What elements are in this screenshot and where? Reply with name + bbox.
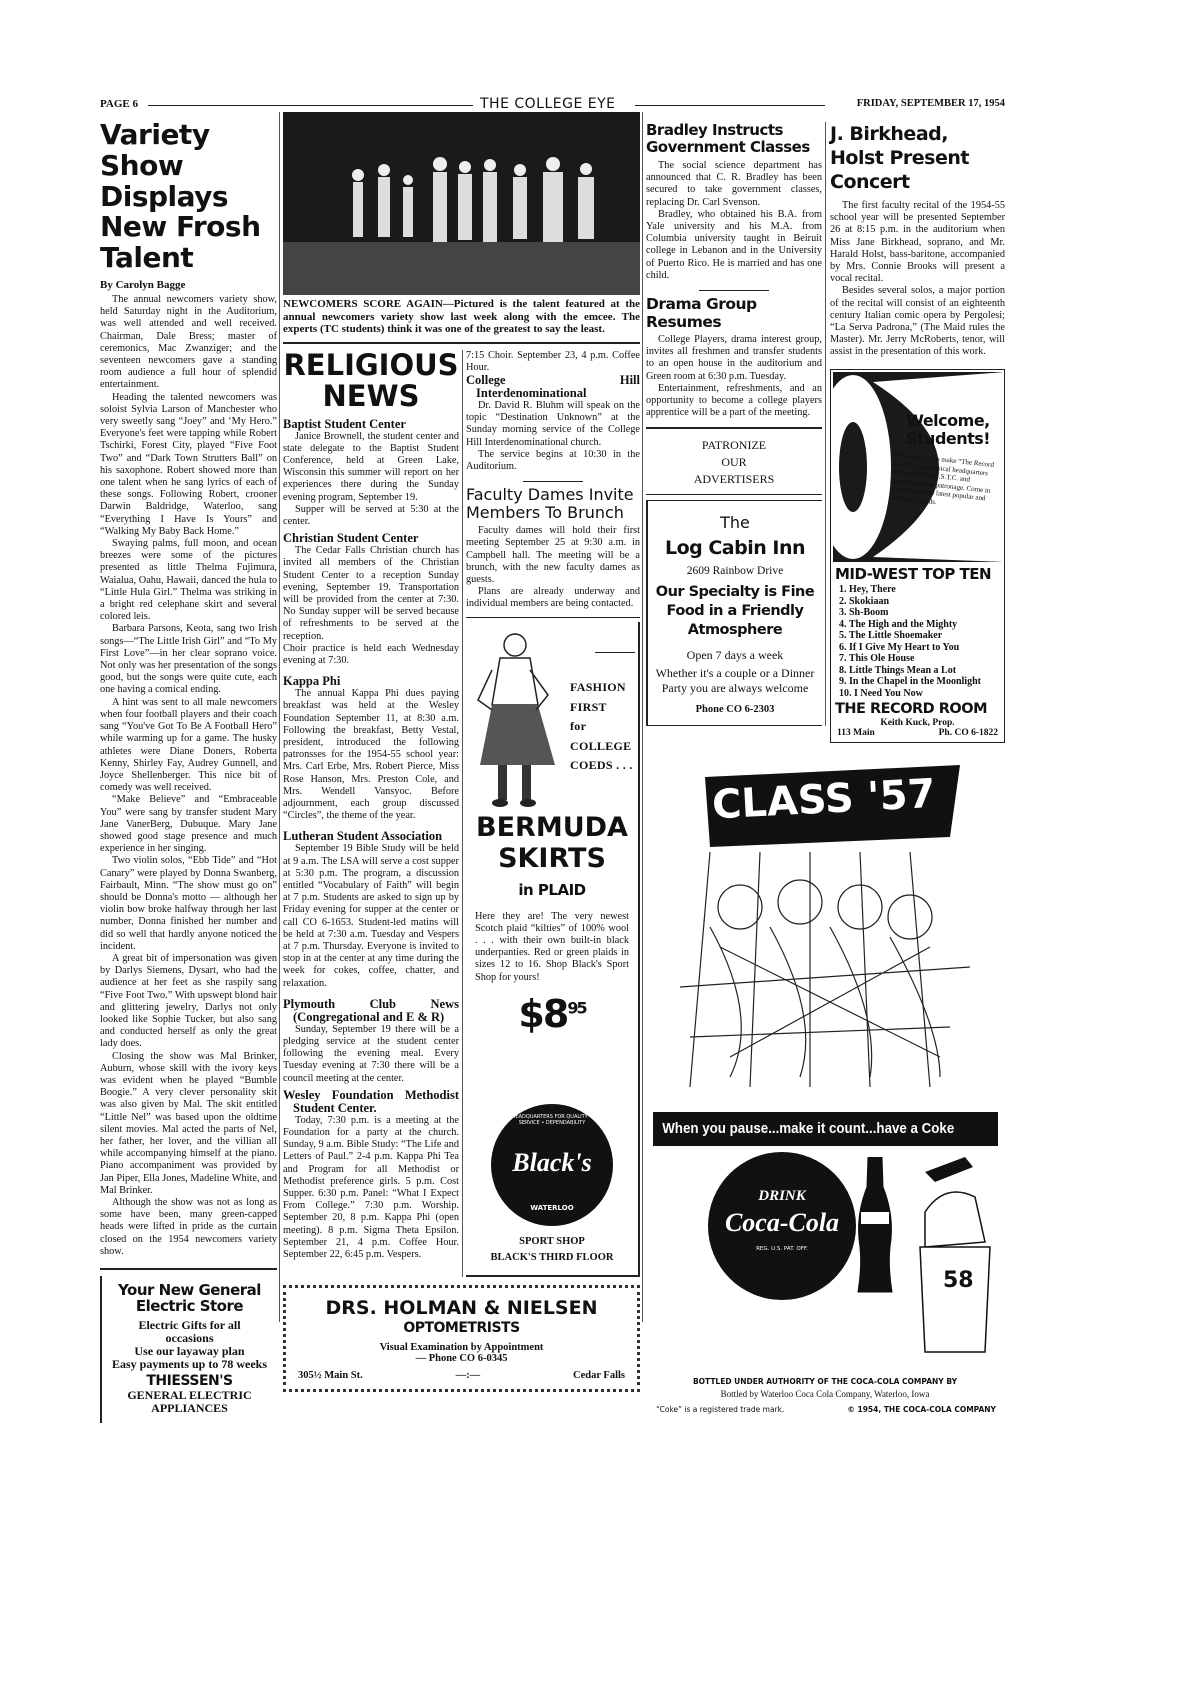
paragraph: Janice Brownell, the student center and state delegate to the Baptist Student Conference, held at Green Lake, Wisconsin this summer will report on her experiences there during the Sunday evening program, September 19. (283, 430, 459, 503)
top-ten-item: 1. Hey, There (839, 584, 896, 596)
paragraph: Although the show was not as long as some have been, many green-capped heads were lifted in pride as the curtain closed on the 1954 newcomers variety show. (100, 1197, 277, 1257)
logcabin-open: Open 7 days a week (686, 648, 784, 663)
logo-ring-text: HEADQUARTERS FOR QUALITY • SERVICE • DEPENDABILITY (511, 1114, 593, 1127)
paragraph: Heading the talented newcomers was soloist Sylvia Larson of Manchester who very sweetly sang “Joey” and ‘My Hero.” Everyone's feet were tapping while Robert Tschirki, Forest City, played “Five Foot Two” and “Dark Town Strutters Ball” on his saxophone. Robert showed more than one talent when he sang lyrics of each of these songs. Following Robert, crooner Darwin Baldridge, Waterloo, sang “Everything I Have Is Yours” and “Walking My Baby Back Home.” (100, 391, 277, 537)
record-welcome: Welcome, Students! (905, 410, 991, 448)
coke-reg: REG. U.S. PAT. OFF. (756, 1246, 808, 1253)
paragraph: September 19 Bible Study will be held at 9 a.m. The LSA will serve a cost supper at 5:30 p.m. The program, a discussion entitled “Vocabulary of Faith” will begin at 7 p.m. Students are asked to sign up by Friday evening for supper at the center or call CO 6-1653. Student-led matins will be held at 7:30 a.m. Tuesday and Vespers at 7 p.m. Thursday. Everyone is invited to stop in at the center at any time during the week for cokes, coffee, chatter, and relaxation. (283, 843, 459, 989)
holman-address: 305½ Main St. (298, 1370, 363, 1382)
coke-slogan: When you pause...make it count...have a Coke (662, 1121, 955, 1138)
ge-line: Electric Gifts for all occasions (138, 1317, 241, 1345)
top-ten-item: 9. In the Chapel in the Moonlight (839, 676, 981, 688)
third-floor: BLACK'S THIRD FLOOR (490, 1252, 614, 1264)
tagline-line: FASHION (570, 680, 626, 695)
rule (283, 342, 640, 344)
sport-shop: SPORT SHOP (519, 1236, 585, 1248)
ge-ad (100, 1276, 277, 1423)
coke-ad (646, 757, 1001, 1422)
price (518, 991, 586, 1036)
birkhead-article (830, 200, 1005, 359)
bradley-headline: Bradley Instructs Government Classes (646, 121, 810, 156)
coke-copyright: © 1954, THE COCA-COLA COMPANY (847, 1405, 996, 1415)
top-ten-item: 6. If I Give My Heart to You (839, 641, 960, 653)
paragraph: Faculty dames will hold their first meeting September 25 at 9:30 a.m. in Campbell hall. The meeting will be a brunch, with the new faculty dames as guests. (466, 525, 640, 585)
holman-sub: OPTOMETRISTS (403, 1319, 520, 1336)
birkhead-headline: J. Birkhead, Holst Present Concert (830, 123, 969, 193)
logcabin-name: Log Cabin Inn (664, 537, 806, 560)
column-rule (642, 112, 643, 1322)
ge-tag: GENERAL ELECTRIC APPLIANCES (127, 1387, 252, 1415)
bradley-article (646, 160, 822, 282)
top-ten-list (833, 584, 1002, 699)
paragraph: The Cedar Falls Christian church has invited all members of the Christian Student Center to a reception Sunday evening, September 19. Transportation will be provided from the center at 7:30. No Sunday supper will be served because of refreshments to be served at the reception. (283, 545, 459, 642)
patronize-line: ADVERTISERS (693, 471, 775, 486)
paragraph: Sunday, September 19 there will be a pledging service at the student center following the evening meal. Every Tuesday evening at 7:30 there will be a council meeting at the center. (283, 1023, 459, 1084)
section-title: Wesley Foundation Methodist Student Center. (283, 1087, 459, 1115)
bermuda-body: Here they are! The very newest Scotch plaid “kilties” of 100% wool . . . with their own built-in black underpanties. Red or green plaids in sizes 12 to 16. Shop Black's Sport Shop for yours! (475, 910, 629, 983)
paper-name: THE COLLEGE EYE (480, 96, 616, 112)
religious-columns (283, 347, 640, 1278)
masthead-rule (148, 105, 473, 106)
record-illustration (833, 372, 1002, 562)
rule (646, 494, 822, 496)
dames-article (466, 525, 640, 610)
paragraph: Plans are already underway and individual members are being contacted. (466, 586, 640, 610)
coke-slogan-banner (653, 1112, 998, 1146)
holman-phone: — Phone CO 6-0345 (415, 1353, 508, 1365)
fashion-ad (466, 622, 640, 1277)
ge-line: Easy payments up to 78 weeks (112, 1356, 268, 1371)
rule (523, 481, 583, 482)
section-title: Baptist Student Center (283, 416, 406, 431)
rule (466, 617, 640, 619)
paragraph: “Make Believe” and “Embraceable You” were sang by transfer student Mary Jane VanerBerg, Dubuque. Mary Jane showed good stage presence and much experience in her singing. (100, 794, 277, 855)
patronize-line: PATRONIZE (701, 437, 767, 452)
coke-authority: BOTTLED UNDER AUTHORITY OF THE COCA-COLA COMPANY BY (692, 1377, 958, 1387)
column-4 (826, 122, 1005, 743)
ge-line: Use our layaway plan (134, 1343, 245, 1358)
byline: By Carolyn Bagge (100, 278, 186, 291)
right-block (646, 122, 1005, 1422)
column-1 (100, 120, 277, 1423)
logo-city: WATERLOO (530, 1204, 574, 1213)
fashion-copy (466, 812, 638, 1036)
tagline-line: for (570, 719, 587, 734)
logcabin-welcome: Whether it's a couple or a Dinner Party you are always welcome (655, 666, 815, 696)
paragraph: The social science department has announced that C. R. Bradley has been secured to take government classes, replacing Dr. Carl Svenson. (646, 160, 822, 208)
masthead-rule (635, 105, 825, 106)
logcabin-the: The (720, 513, 750, 533)
tagline-line: FIRST (570, 699, 607, 714)
record-invite: We invite you to make “The Record Room” your musical headquarters while attending I.S.T.C. and appreciate your patronage. Come in and listen to the latest popular and classical records. (888, 450, 995, 506)
paragraph: A great bit of impersonation was given by Darlys Siemens, Dysart, who had the audience at her feet as she raspily sang “Five Foot Two.” With upswept blond hair and glittering jewelry, Darlys not only looked like Sophie Tucker, but also sang and conducted herself as only the great lady does. (100, 952, 277, 1050)
logcabin-specialty: Our Specialty is Fine Food in a Friendly Atmosphere (655, 584, 815, 639)
paragraph: Dr. David R. Bluhm will speak on the topic “Destination Unknown” at the Sunday morning service of the College Hill Interdenominational church. (466, 399, 640, 448)
holman-city: Cedar Falls (572, 1370, 625, 1382)
paragraph: 7:15 Choir. September 23, 4 p.m. Coffee Hour. (466, 349, 640, 373)
bermuda-sub: in PLAID (518, 881, 586, 900)
coke-footer (656, 1405, 996, 1414)
paragraph: Closing the show was Mal Brinker, Auburn, whose skill with the ivory keys was evident when he played “Bumble Boogie.” A very clever personality skit was also given by Mal. The skit entitled “Little Nel” was based upon the oldtime silent movies. Mal acted the parts of Nel, her father, her lover, and the villian all while accompanying himself at the piano. Piano accompaniment was provided by Jan Piper, Ella Jones, Madeline White, and Mal Brinker. (100, 1050, 277, 1196)
patronize-line: OUR (721, 454, 747, 469)
price-dollars: $8 (518, 991, 568, 1036)
drama-headline: Drama Group Resumes (646, 295, 757, 332)
top-ten-item: 8. Little Things Mean a Lot (839, 664, 957, 676)
section-title: College Hill Interdenominational (466, 372, 640, 400)
issue-date: FRIDAY, SEPTEMBER 17, 1954 (856, 98, 1005, 109)
fashion-tagline (570, 678, 633, 776)
paragraph: Choir practice is held each Wednesday evening at 7:30. (283, 642, 459, 666)
newcomers-photo (283, 112, 640, 295)
top-ten-item: 3. Sh-Boom (839, 607, 889, 619)
top-ten-item: 2. Skokiaan (839, 595, 890, 607)
paragraph: Entertainment, refreshments, and an opportunity to become a college players apprentice will be a part of the meeting. (646, 382, 822, 419)
religious-heading: RELIGIOUS NEWS (283, 347, 459, 413)
logo-text: Black's (512, 1148, 592, 1178)
rule (100, 1268, 277, 1270)
dames-headline: Faculty Dames Invite Members To Brunch (466, 485, 634, 523)
tagline-line: COEDS . . . (570, 758, 633, 773)
coke-bottler: Bottled by Waterloo Coca Cola Company, Waterloo, Iowa (720, 1389, 930, 1400)
class-57-banner: CLASS '57 (710, 770, 937, 829)
coke-brand: Coca-Cola (724, 1208, 840, 1238)
column-3 (646, 122, 826, 726)
holman-title: DRS. HOLMAN & NIELSEN (325, 1297, 598, 1320)
photo-illustration (283, 112, 640, 295)
logcabin-phone: Phone CO 6-2303 (695, 704, 775, 716)
section-title: Plymouth Club News (Congregational and E & R) (283, 996, 459, 1024)
coke-trademark: “Coke” is a registered trade mark. (656, 1405, 785, 1415)
drama-article (646, 334, 822, 419)
section-title: Christian Student Center (283, 531, 419, 546)
jersey-number: 58 (943, 1268, 974, 1294)
coed-illustration (470, 630, 565, 810)
coke-drink: DRINK (758, 1188, 806, 1205)
paragraph: Barbara Parsons, Keota, sang two Irish songs—“The Little Irish Girl” and “To My First Love”—in her clear soprano voice. Not only was her presentation of the songs good, but the songs were quite cute, each one having a comical ending. (100, 623, 277, 696)
patronize-notice (646, 437, 822, 488)
record-address: 113 Main (837, 728, 875, 739)
holman-line: Visual Examination by Appointment (379, 1342, 544, 1354)
record-ad (830, 369, 1005, 743)
ge-store-name: THIESSEN'S (146, 1372, 233, 1389)
coke-disc-logo (708, 1152, 856, 1300)
paragraph: Today, 7:30 p.m. is a meeting at the Foundation for a party at the church. Sunday, 9 a.m. Bible Study: “The Life and Letters of Paul.” 2-4 p.m. Kappa Phi Tea and Program for all Methodist or Methodist preference girls. 5 p.m. Cost Supper. 6:30 p.m. Panel: “What I Expect From College.” 7:30 p.m. Worship. September 20, 8 p.m. Kappa Phi (open meeting). 8 p.m. Sigma Theta Epsilon. September 21, 4 p.m. Coffee Hour. September 22, 6:45 p.m. Vespers. (283, 1114, 459, 1261)
holman-ad (283, 1285, 640, 1392)
holman-footer (298, 1370, 625, 1381)
holman-sep: —:— (455, 1370, 481, 1382)
tagline-line: COLLEGE (570, 738, 632, 753)
paragraph: Swaying palms, full moon, and ocean breezes were some of the pictures presented as little Thelma Fujimura, Waialua, Oahu, Hawaii, danced the hula to “Little Hula Girl.” Thelma was striking in a bright red celephane skirt and several colored leis. (100, 538, 277, 623)
ge-title: Your New General Electric Store (118, 1280, 261, 1316)
variety-headline: Variety Show Displays New Frosh Talent (100, 118, 261, 275)
rule (595, 652, 635, 653)
religious-news-continued (466, 350, 640, 474)
price-cents: 95 (567, 998, 586, 1018)
rule (699, 290, 769, 291)
record-store-name: THE RECORD ROOM (835, 701, 988, 718)
paragraph: Bradley, who obtained his B.A. from Yale university and his M.A. from Columbia university taught in Beiruit college in Lebanon and in the University of Puerto Rico. He is married and has one child. (646, 208, 822, 281)
fan-drinking-illustration (905, 1152, 1000, 1372)
rule (646, 427, 822, 429)
logcabin-address: 2609 Rainbow Drive (686, 565, 784, 578)
right-columns (646, 122, 1005, 743)
page-number: PAGE 6 (100, 98, 138, 110)
top-ten-item: 4. The High and the Mighty (839, 618, 958, 630)
top-ten-title: MID-WEST TOP TEN (835, 564, 992, 583)
paragraph: The first faculty recital of the 1954-55 school year will be presented September 26 at 8:15 p.m. in the auditorium when Miss Jane Birkhead, soprano, and Mr. Harald Holst, bass-baritone, accompanied by Mrs. Connie Brooks will present a vocal recital. (830, 200, 1005, 285)
section-title: Kappa Phi (283, 674, 341, 689)
religious-column-b (463, 350, 640, 1278)
bermuda-title: BERMUDA SKIRTS (476, 812, 628, 875)
column-rule (279, 112, 280, 1322)
top-ten-item: 10. I Need You Now (839, 687, 923, 699)
record-owner: Keith Kuck, Prop. (880, 718, 955, 729)
record-phone: Ph. CO 6-1822 (938, 728, 998, 739)
top-ten-item: 7. This Ole House (839, 653, 915, 665)
variety-article (100, 294, 277, 1258)
top-ten-item: 5. The Little Shoemaker (839, 630, 943, 642)
paragraph: College Players, drama interest group, invites all freshmen and transfer students to an open house in the auditorium and Green room at 6:30 p.m. Tuesday. (646, 334, 822, 382)
section-title: Lutheran Student Association (283, 829, 443, 844)
religious-news (283, 414, 459, 1262)
paragraph: A hint was sent to all male newcomers when four football players and their coach sang “You've Got To Be A Football Hero” while warming up for a game. The husky athletes were Diane Doners, Roberta Kenny, Shirley Fay, Audrey Gunnell, and Joyce Shellenberger. This nice bit of comedy was well received. (100, 696, 277, 794)
paragraph: The service begins at 10:30 in the Auditorium. (466, 448, 640, 472)
paragraph: Besides several solos, a major portion of the recital will consist of an eighteenth century Italian comic opera by Pergolesi; “La Serva Padrona,” (The Maid rules the Master). Mr. Jerry McRoberts, tenor, will assist in the presentation of this work. (830, 285, 1005, 358)
paragraph: The annual Kappa Phi dues paying breakfast was held at the Wesley Foundation September 11, at 8:30 a.m. Following the breakfast, Betty Vestal, president, introduced the following patronsses for the 1954-55 school year: Mrs. Carl Erbe, Mrs. Robert Pierce, Miss Rose Hanson, Mrs. Preston Cole, and Mrs. Wendell Vansyoc. Before adjournment, each group discussed “Circles”, the theme of the year. (283, 688, 459, 822)
record-footer (833, 728, 1002, 738)
center-block (283, 112, 640, 1392)
paragraph: Supper will be served at 5:30 at the center. (283, 503, 459, 527)
paragraph: Two violin solos, “Ebb Tide” and “Hot Canary” were played by Donna Swanberg, Fairbault, Minn. “The show must go on” should be Donna's motto — although her violin bow broke halfway through her last number, Donna finished her number and did so well that hardly anyone noticed the incident. (100, 855, 277, 952)
blacks-logo (491, 1104, 613, 1226)
religious-column-a (283, 347, 463, 1278)
logcabin-ad (646, 500, 822, 726)
coke-bottle-icon (850, 1157, 900, 1297)
paragraph: The annual newcomers variety show, held Saturday night in the Auditorium, was well attended and well received. Chairman, Dale Bress; master of ceremonics, Mac Zwanziger; and the seventeen newcomers gave a standing room audience a full hour of splendid entertainment. (100, 293, 277, 391)
photo-caption: NEWCOMERS SCORE AGAIN—Pictured is the talent featured at the annual newcomers variety show last week along with the emcee. The experts (TC students) think it was one of the greatest to say the least. (283, 298, 640, 335)
